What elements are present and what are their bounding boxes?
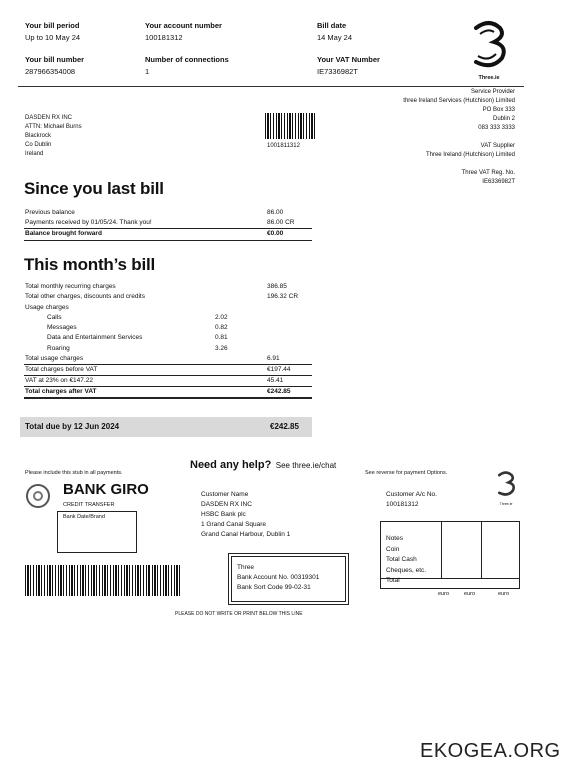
payee-info xyxy=(231,556,346,602)
bank-giro-subtitle: CREDIT TRANSFER xyxy=(63,502,115,508)
bill-date: 14 May 24 xyxy=(317,33,353,42)
three-logo-text: Three.ie xyxy=(478,75,500,81)
notes-table xyxy=(380,521,520,589)
address-line: Co Dublin xyxy=(25,142,52,148)
notes-label: Notes xyxy=(386,535,403,542)
payee-line: Bank Account No. 00319301 xyxy=(237,574,320,581)
euro-label: euro xyxy=(498,591,510,597)
usage-roaming-value: 3.26 xyxy=(215,345,228,352)
payment-barcode xyxy=(25,565,150,596)
euro-label: euro xyxy=(438,591,450,597)
address-line: ATTN: Michael Burns xyxy=(25,124,82,130)
usage-data-value: 0.81 xyxy=(215,334,228,341)
notes-label: Total Cash xyxy=(386,556,417,563)
euro-label: euro xyxy=(464,591,476,597)
customer-block xyxy=(201,490,290,540)
provider-line: VAT Supplier xyxy=(480,143,515,149)
other-charges-label: Total other charges, discounts and credits xyxy=(25,293,145,300)
bank-giro-title: BANK GIRO xyxy=(63,481,149,498)
notes-label: Coin xyxy=(386,545,400,553)
usage-data-label: Data and Entertainment Services xyxy=(47,334,143,341)
customer-account-block xyxy=(386,490,437,510)
usage-messages-value: 0.82 xyxy=(215,324,228,331)
other-charges-value: 196.32 CR xyxy=(267,293,299,300)
bill-number-label: Your bill number xyxy=(25,55,85,64)
bill-period: Up to 10 May 24 xyxy=(25,33,81,42)
help-link[interactable]: See three.ie/chat xyxy=(275,461,337,470)
divider xyxy=(24,397,312,399)
customer-address xyxy=(25,114,82,159)
divider xyxy=(24,240,312,241)
usage-label: Usage charges xyxy=(25,304,69,311)
bill-date-label: Bill date xyxy=(317,21,347,30)
include-stub-note: Please include this stub in all payments. xyxy=(25,470,123,476)
notes-label: Cheques, etc. xyxy=(386,566,427,574)
usage-total-value: 6.91 xyxy=(267,355,280,362)
total-due-label: Total due by 12 Jun 2024 xyxy=(25,422,120,431)
customer-line: 1 Grand Canal Square xyxy=(201,521,267,528)
since-last-bill-title: Since you last bill xyxy=(24,179,164,198)
three-logo xyxy=(466,20,512,80)
before-vat-label: Total charges before VAT xyxy=(25,366,98,373)
address-line: DASDEN RX INC xyxy=(25,115,73,121)
customer-account: 100181312 xyxy=(386,501,419,508)
three-logo-small-text: Three.ie xyxy=(499,502,513,506)
previous-balance-value: 86.00 xyxy=(267,209,284,216)
after-vat-value: €242.85 xyxy=(267,388,291,395)
account-number: 100181312 xyxy=(145,33,183,42)
reverse-note: See reverse for payment Options. xyxy=(365,470,448,476)
bill-period-label: Your bill period xyxy=(25,21,80,30)
vat-label: VAT at 23% on €147.22 xyxy=(25,377,93,384)
provider-line: Three Ireland (Hutchison) Limited xyxy=(425,152,515,158)
three-logo-icon xyxy=(466,20,512,70)
provider-line: Service Provider xyxy=(470,89,515,95)
balance-forward-value: €0.00 xyxy=(267,230,284,237)
customer-account-label: Customer A/c No. xyxy=(386,491,437,498)
account-number-label: Your account number xyxy=(145,21,222,30)
before-vat-value: €197.44 xyxy=(267,366,291,373)
provider-line: PO Box 333 xyxy=(482,107,515,113)
payments-received-value: 86.00 CR xyxy=(267,219,295,226)
customer-line: Grand Canal Harbour, Dublin 1 xyxy=(201,531,291,538)
barcode-number: 1001811312 xyxy=(267,143,300,149)
three-logo-small xyxy=(494,471,518,506)
address-line: Blackrock xyxy=(25,133,52,139)
this-month-title: This month’s bill xyxy=(24,255,156,274)
help-title: Need any help? xyxy=(190,459,272,471)
connections-label: Number of connections xyxy=(145,55,229,64)
bank-date-label: Bank Date/Brand xyxy=(63,514,105,520)
payee-line: Three xyxy=(237,564,254,571)
bank-giro-emblem-icon xyxy=(26,484,50,508)
address-barcode xyxy=(265,113,317,139)
recurring-value: 386.85 xyxy=(267,283,287,290)
bill-number: 287966354008 xyxy=(25,67,76,76)
watermark: EKOGEA.ORG xyxy=(420,740,561,762)
provider-line: IE6336982T xyxy=(482,179,515,185)
header-divider xyxy=(18,86,524,87)
connections: 1 xyxy=(145,67,150,76)
total-due-bar xyxy=(20,417,312,437)
address-line: Ireland xyxy=(25,151,44,157)
provider-line: three Ireland Services (Hutchison) Limited xyxy=(403,98,515,104)
previous-balance-label: Previous balance xyxy=(25,209,75,216)
payments-received-label: Payments received by 01/05/24. Thank you! xyxy=(25,219,152,226)
provider-line: 083 333 3333 xyxy=(478,125,515,131)
payment-barcode-end xyxy=(152,565,180,596)
usage-total-label: Total usage charges xyxy=(25,355,84,362)
total-due-value: €242.85 xyxy=(270,422,299,431)
notes-label: Total xyxy=(386,577,400,584)
bank-date-box[interactable] xyxy=(57,511,137,553)
usage-calls-value: 2.02 xyxy=(215,314,228,321)
customer-line: DASDEN RX INC xyxy=(201,501,252,508)
provider-info xyxy=(315,88,515,187)
no-write-footer: PLEASE DO NOT WRITE OR PRINT BELOW THIS LINE xyxy=(175,611,303,617)
recurring-label: Total monthly recurring charges xyxy=(25,283,116,290)
payee-box xyxy=(228,553,349,605)
usage-messages-label: Messages xyxy=(47,324,77,331)
three-logo-small-icon xyxy=(494,471,518,497)
vat-number: IE7336982T xyxy=(317,67,358,76)
vat-number-label: Your VAT Number xyxy=(317,55,380,64)
provider-line: Three VAT Reg. No. xyxy=(461,170,515,176)
provider-line: Dublin 2 xyxy=(492,116,515,122)
usage-roaming-label: Roaring xyxy=(47,345,70,352)
balance-forward-label: Balance brought forward xyxy=(25,230,102,237)
usage-calls-label: Calls xyxy=(47,314,62,321)
customer-name-label: Customer Name xyxy=(201,491,249,498)
notes-labels xyxy=(386,534,426,587)
after-vat-label: Total charges after VAT xyxy=(25,388,97,395)
help-banner xyxy=(190,455,336,473)
payee-line: Bank Sort Code 99-02-31 xyxy=(237,584,311,591)
customer-line: HSBC Bank plc xyxy=(201,511,246,518)
vat-value: 45.41 xyxy=(267,377,284,384)
